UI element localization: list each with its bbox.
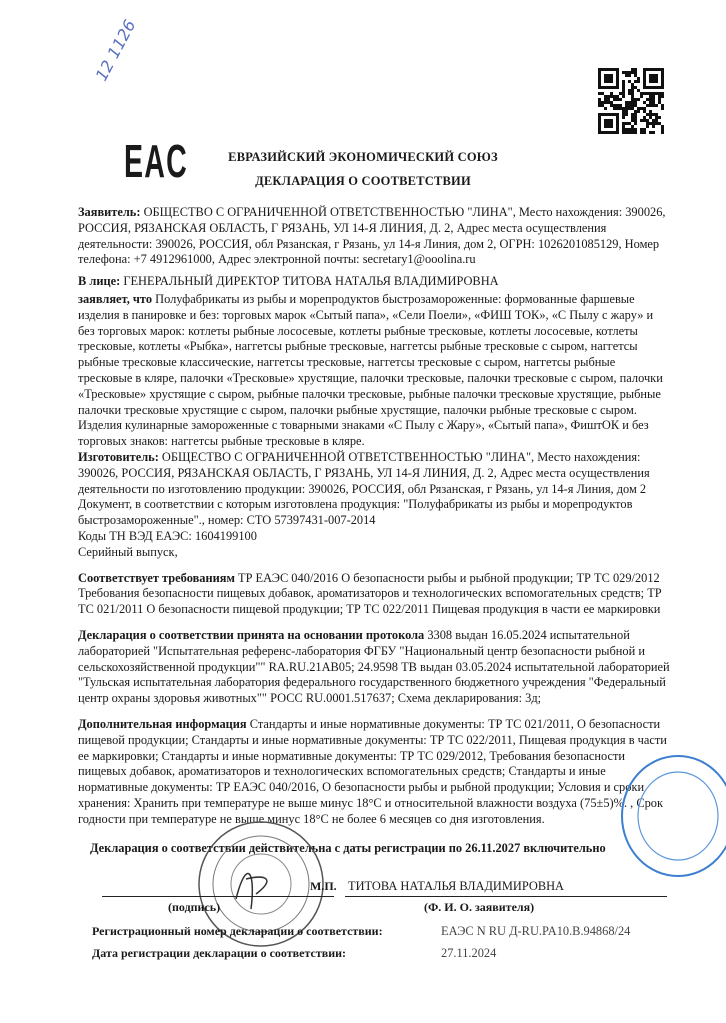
name-line [345, 896, 667, 897]
document-basis: Документ, в соответствии с которым изготовлена продукция: "Полуфабрикаты из рыбы и морепродуктов быстрозамороженные"., номер: СТО 57397431-007-2014 [78, 497, 633, 528]
name-caption: (Ф. И. О. заявителя) [424, 900, 535, 915]
serial: Серийный выпуск, [78, 544, 178, 559]
conforms-text: ТР ЕАЭС 040/2016 О безопасности рыбы и рыбной продукции; ТР ТС 029/2012 Требования безопасности пищевых добавок, ароматизаторов и технологических вспомогательных средств; ТР ТС 021/2011 О безопасности пищевой продукции; ТР ТС 022/2011 Пищевая продукция в части ее маркировки [78, 570, 662, 617]
represented-text: ГЕНЕРАЛЬНЫЙ ДИРЕКТОР ТИТОВА НАТАЛЬЯ ВЛАДИМИРОВНА [120, 274, 499, 289]
mp-label: М.П. [310, 879, 337, 894]
handwritten-note: 12 1126 [91, 16, 140, 84]
blue-stamp [610, 752, 726, 880]
basis-label: Декларация о соответствии принята на основании протокола [78, 627, 425, 642]
manufacturer-label: Изготовитель: [78, 449, 159, 464]
conforms-section [78, 571, 670, 618]
codes: Коды ТН ВЭД ЕАЭС: 1604199100 [78, 528, 257, 543]
represented-section [78, 274, 670, 290]
basis-section [78, 628, 670, 707]
reg-date-label: Дата регистрации декларации о соответствии: [92, 946, 347, 961]
reg-date: 27.11.2024 [441, 946, 497, 961]
signature-caption: (подпись) [168, 900, 221, 915]
represented-label: В лице: [78, 274, 121, 289]
declares-text: Полуфабрикаты из рыбы и морепродуктов быстрозамороженные: формованные фаршевые изделия в панировке и без: торговых марок «Сытый папа», «Сели Поели», «ФИШ ТОК», «С Пылу с жару» и без торговых марок: котлеты рыбные лососевые, котлеты рыбные тресковые, котлеты лососевые, котлеты тресковые, котлеты «Рыбка», наггетсы рыбные тресковые, наггетсы рыбные тресковые с сыром, наггетсы рыбные тресковые классические, наггетсы тресковые, наггетсы тресковые с сыром, наггетсы рыбные тресковые в кляре, палочки «Тресковые» хрустящие, палочки тресковые, палочки тресковые с сыром, палочки «Тресковые» хрустящие с сыром, рыбные палочки тресковые, рыбные палочки тресковые хрустящие, рыбные палочки тресковые хрустящие с сыром, палочки рыбные хрустящие, палочки рыбные тресковые с сыром. Изделия кулинарные замороженные с товарными знаками «С Пылу с Жару», «Сытый папа», ФиштОК и без торговых знаков: наггетсы рыбные тресковые в кляре. [78, 291, 663, 449]
signature-line [102, 896, 334, 897]
signature-block [78, 879, 670, 971]
manufacturer-section [78, 450, 670, 497]
applicant-text: ОБЩЕСТВО С ОГРАНИЧЕННОЙ ОТВЕТСТВЕННОСТЬЮ "ЛИНА", Место нахождения: 390026, РОССИЯ, РЯЗАНСКАЯ ОБЛАСТЬ, Г РЯЗАНЬ, УЛ 14-Я ЛИНИЯ, Д. 2, Адрес места осуществления деятельности: 390026, РОССИЯ, обл Рязанская, г Рязань, ул 14-я Линия, дом 2, ОГРН: 1026201085129, Номер телефона: +7 4912961000, Адрес электронной почты: secretary1@ooolina.ru [78, 205, 666, 267]
document-title: ДЕКЛАРАЦИЯ О СООТВЕТСТВИИ [255, 174, 471, 188]
applicant-label: Заявитель: [78, 205, 141, 219]
declares-label: заявляет, что [78, 291, 153, 306]
reg-number: ЕАЭС N RU Д-RU.PA10.B.94868/24 [441, 924, 631, 939]
conforms-label: Соответствует требованиям [78, 570, 235, 585]
additional-text: Стандарты и иные нормативные документы: ТР ТС 021/2011, О безопасности пищевой продукции; Стандарты и иные нормативные документы: ТР ТС 022/2011, Пищевая продукция в части ее маркировки; Стандарты и иные нормативные документы: ТР ТС 029/2012, Требования безопасности пищевых добавок, ароматизаторов и технологических вспомогательных средств; Стандарты и иные нормативные документы: ТР ЕАЭС 040/2016, О безопасности рыбы и рыбной продукции; Условия и сроки хранения: Хранить при температуре не выше минус 18°С и относительной влажности воздуха (75±5)%. , Срок годности при температуре не выше минус 18°С не более 6 месяцев со дня изготовления. [78, 716, 667, 826]
union-title: ЕВРАЗИЙСКИЙ ЭКОНОМИЧЕСКИЙ СОЮЗ [228, 150, 498, 164]
applicant-section [78, 205, 670, 268]
additional-label: Дополнительная информация [78, 716, 247, 731]
qr-code [598, 68, 664, 134]
signature-mark [236, 874, 267, 909]
applicant-name: ТИТОВА НАТАЛЬЯ ВЛАДИМИРОВНА [348, 879, 564, 894]
eac-logo: EAC [124, 135, 188, 187]
manufacturer-text: ОБЩЕСТВО С ОГРАНИЧЕННОЙ ОТВЕТСТВЕННОСТЬЮ "ЛИНА", Место нахождения: 390026, РОССИЯ, РЯЗАНСКАЯ ОБЛАСТЬ, Г РЯЗАНЬ, УЛ 14-Я ЛИНИЯ, Д. 2, Адрес места осуществления деятельности по изготовлению продукции: 390026, РОССИЯ, обл Рязанская, г Рязань, ул 14-я Линия, дом 2 [78, 449, 650, 496]
validity: Декларация о соответствии действительна с даты регистрации по 26.11.2027 включительно [90, 841, 606, 856]
declaration-body [78, 205, 670, 983]
declares-section [78, 292, 670, 450]
basis-text: 3308 выдан 16.05.2024 испытательной лабораторией "Испытательная референс-лаборатория ФГБУ "Национальный центр безопасности рыбной и сельскохозяйственной продукции"" RA.RU.21AB05; 24.9598 ТВ выдан 03.05.2024 испытательной лабораторией "Тульская испытательная лаборатория федерального государственного бюджетного учреждения "Федеральный центр охраны здоровья животных"" РОСС RU.0001.517637; Схема декларирования: 3д; [78, 627, 670, 706]
reg-number-label: Регистрационный номер декларации о соответствии: [92, 924, 383, 939]
additional-section [78, 717, 670, 828]
